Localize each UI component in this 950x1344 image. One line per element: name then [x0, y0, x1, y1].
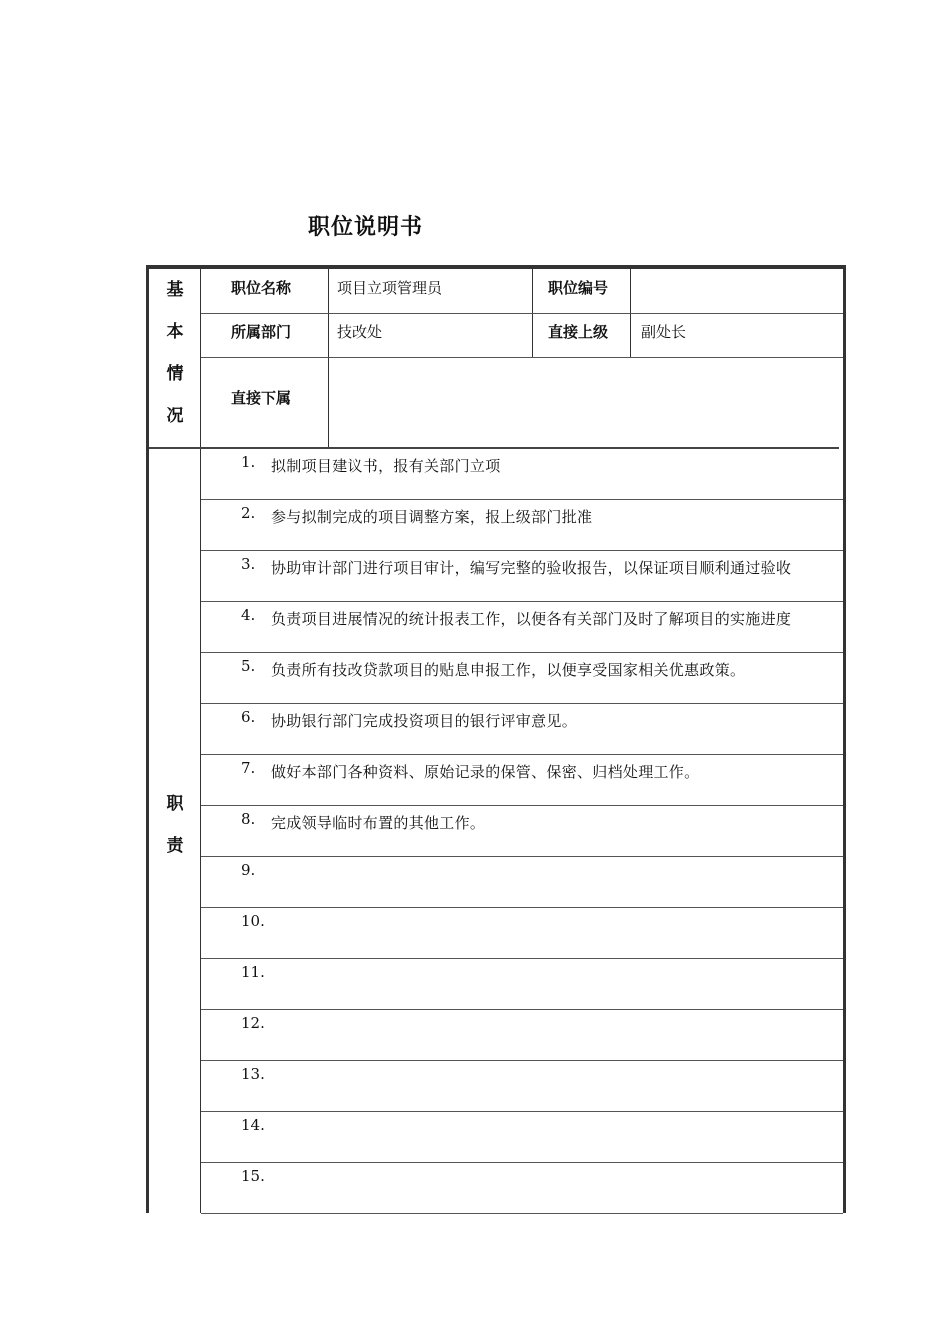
- duty-text: 完成领导临时布置的其他工作。: [271, 814, 486, 832]
- duty-row: [201, 755, 843, 806]
- duty-row: [201, 857, 843, 908]
- duty-number: 11.: [241, 963, 265, 981]
- duty-text: 做好本部门各种资料、原始记录的保管、保密、归档处理工作。: [271, 763, 700, 781]
- duty-text: 负责项目进展情况的统计报表工作，以便各有关部门及时了解项目的实施进度: [271, 610, 792, 628]
- duties-section-label: 职 责: [166, 794, 184, 856]
- duty-number: 12.: [241, 1014, 265, 1032]
- page-title: 职位说明书: [308, 215, 424, 240]
- superior-label: 直接上级: [548, 323, 609, 341]
- duty-row: [201, 602, 843, 653]
- duty-text: 拟制项目建议书，报有关部门立项: [271, 457, 501, 475]
- duty-row: [201, 1061, 843, 1112]
- duty-row: [201, 1112, 843, 1163]
- duty-row: [201, 806, 843, 857]
- duty-number: 6.: [241, 708, 256, 726]
- duty-number: 3.: [241, 555, 256, 573]
- duty-text: 参与拟制完成的项目调整方案，报上级部门批准: [271, 508, 593, 526]
- row-divider: [201, 357, 843, 358]
- duty-number: 4.: [241, 606, 256, 624]
- duty-row: [201, 449, 843, 500]
- duty-row: [201, 704, 843, 755]
- duty-number: 7.: [241, 759, 256, 777]
- duty-number: 15.: [241, 1167, 265, 1185]
- subordinate-label: 直接下属: [231, 389, 292, 407]
- duty-row: [201, 1163, 843, 1214]
- position-name-value: 项目立项管理员: [337, 279, 443, 297]
- duty-row: [201, 959, 843, 1010]
- duty-number: 14.: [241, 1116, 265, 1134]
- duty-number: 10.: [241, 912, 265, 930]
- superior-value: 副处长: [641, 323, 687, 341]
- duty-number: 1.: [241, 453, 256, 471]
- row-divider: [201, 1213, 843, 1214]
- duty-text: 协助银行部门完成投资项目的银行评审意见。: [271, 712, 578, 730]
- department-value: 技改处: [337, 323, 383, 341]
- duty-number: 2.: [241, 504, 256, 522]
- duty-row: [201, 500, 843, 551]
- duty-row: [201, 908, 843, 959]
- duty-text: 协助审计部门进行项目审计，编写完整的验收报告，以保证项目顺利通过验收: [271, 559, 792, 577]
- job-description-table: [146, 265, 846, 1213]
- row-divider: [201, 313, 843, 314]
- duty-number: 5.: [241, 657, 256, 675]
- duty-row: [201, 551, 843, 602]
- duty-row: [201, 653, 843, 704]
- column-divider: [328, 269, 329, 447]
- position-code-label: 职位编号: [548, 279, 609, 297]
- basic-info-section-label: 基 本 情 况: [166, 280, 184, 426]
- duty-text: 负责所有技改贷款项目的贴息申报工作，以便享受国家相关优惠政策。: [271, 661, 746, 679]
- duty-row: [201, 1010, 843, 1061]
- duty-number: 13.: [241, 1065, 265, 1083]
- department-label: 所属部门: [231, 323, 292, 341]
- duty-number: 9.: [241, 861, 256, 879]
- duty-number: 8.: [241, 810, 256, 828]
- position-name-label: 职位名称: [231, 279, 292, 297]
